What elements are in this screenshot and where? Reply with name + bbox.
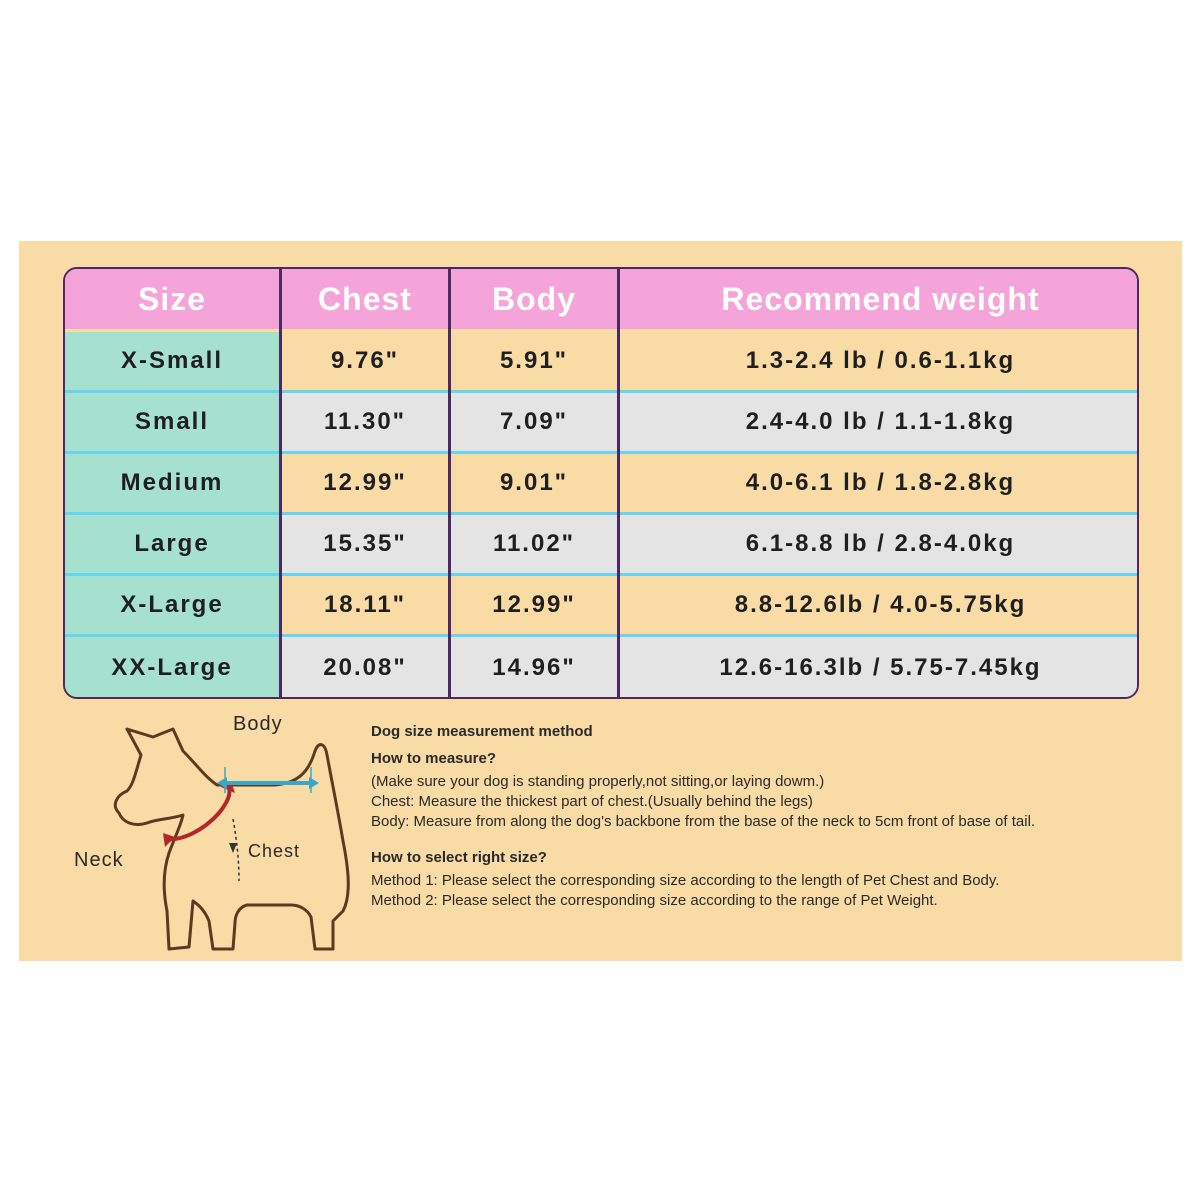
table-row bbox=[65, 454, 1137, 512]
header-size: Size bbox=[65, 269, 279, 329]
chest-cell: 18.11" bbox=[282, 576, 448, 634]
chest-label: Chest bbox=[248, 841, 301, 861]
body-cell: 7.09" bbox=[451, 393, 617, 451]
chest-cell: 20.08" bbox=[282, 637, 448, 699]
header-body: Body bbox=[451, 269, 617, 329]
size-cell: Large bbox=[65, 515, 279, 573]
select-line: Method 1: Please select the corresponding size according to the length of Pet Chest and Body. bbox=[371, 872, 1000, 889]
size-cell: X-Large bbox=[65, 576, 279, 634]
chest-cell: 12.99" bbox=[282, 454, 448, 512]
column-divider bbox=[617, 269, 620, 697]
table-row bbox=[65, 637, 1137, 699]
weight-cell: 12.6-16.3lb / 5.75-7.45kg bbox=[620, 637, 1139, 699]
measure-line: Chest: Measure the thickest part of chest.(Usually behind the legs) bbox=[371, 793, 813, 810]
table-header-row bbox=[65, 269, 1137, 329]
body-cell: 11.02" bbox=[451, 515, 617, 573]
size-cell: Medium bbox=[65, 454, 279, 512]
weight-cell: 1.3-2.4 lb / 0.6-1.1kg bbox=[620, 332, 1139, 390]
body-label: Body bbox=[233, 713, 283, 735]
weight-cell: 2.4-4.0 lb / 1.1-1.8kg bbox=[620, 393, 1139, 451]
body-cell: 12.99" bbox=[451, 576, 617, 634]
select-line: Method 2: Please select the corresponding size according to the range of Pet Weight. bbox=[371, 892, 938, 909]
chest-cell: 15.35" bbox=[282, 515, 448, 573]
measure-line: Body: Measure from along the dog's backbone from the base of the neck to 5cm front of base of tail. bbox=[371, 813, 1036, 830]
size-cell: X-Small bbox=[65, 332, 279, 390]
notes-title: Dog size measurement method bbox=[371, 723, 593, 740]
table-row bbox=[65, 515, 1137, 573]
column-divider bbox=[448, 269, 451, 697]
size-cell: Small bbox=[65, 393, 279, 451]
chest-cell: 11.30" bbox=[282, 393, 448, 451]
body-cell: 14.96" bbox=[451, 637, 617, 699]
weight-cell: 4.0-6.1 lb / 1.8-2.8kg bbox=[620, 454, 1139, 512]
header-recommend-weight: Recommend weight bbox=[620, 269, 1139, 329]
header-chest: Chest bbox=[282, 269, 448, 329]
column-divider bbox=[279, 269, 282, 697]
how-to-select-heading: How to select right size? bbox=[371, 849, 547, 866]
body-cell: 5.91" bbox=[451, 332, 617, 390]
size-chart-panel bbox=[19, 241, 1182, 961]
measurement-notes bbox=[371, 723, 1171, 912]
dog-measurement-diagram bbox=[71, 713, 371, 951]
neck-label: Neck bbox=[74, 849, 124, 871]
dog-silhouette-icon bbox=[71, 721, 371, 951]
table-row bbox=[65, 393, 1137, 451]
table-row bbox=[65, 576, 1137, 634]
body-cell: 9.01" bbox=[451, 454, 617, 512]
table-row bbox=[65, 332, 1137, 390]
how-to-measure-heading: How to measure? bbox=[371, 750, 497, 767]
size-table bbox=[63, 267, 1139, 699]
weight-cell: 6.1-8.8 lb / 2.8-4.0kg bbox=[620, 515, 1139, 573]
weight-cell: 8.8-12.6lb / 4.0-5.75kg bbox=[620, 576, 1139, 634]
size-cell: XX-Large bbox=[65, 637, 279, 699]
chest-cell: 9.76" bbox=[282, 332, 448, 390]
measure-line: (Make sure your dog is standing properly,not sitting,or laying dowm.) bbox=[371, 773, 825, 790]
